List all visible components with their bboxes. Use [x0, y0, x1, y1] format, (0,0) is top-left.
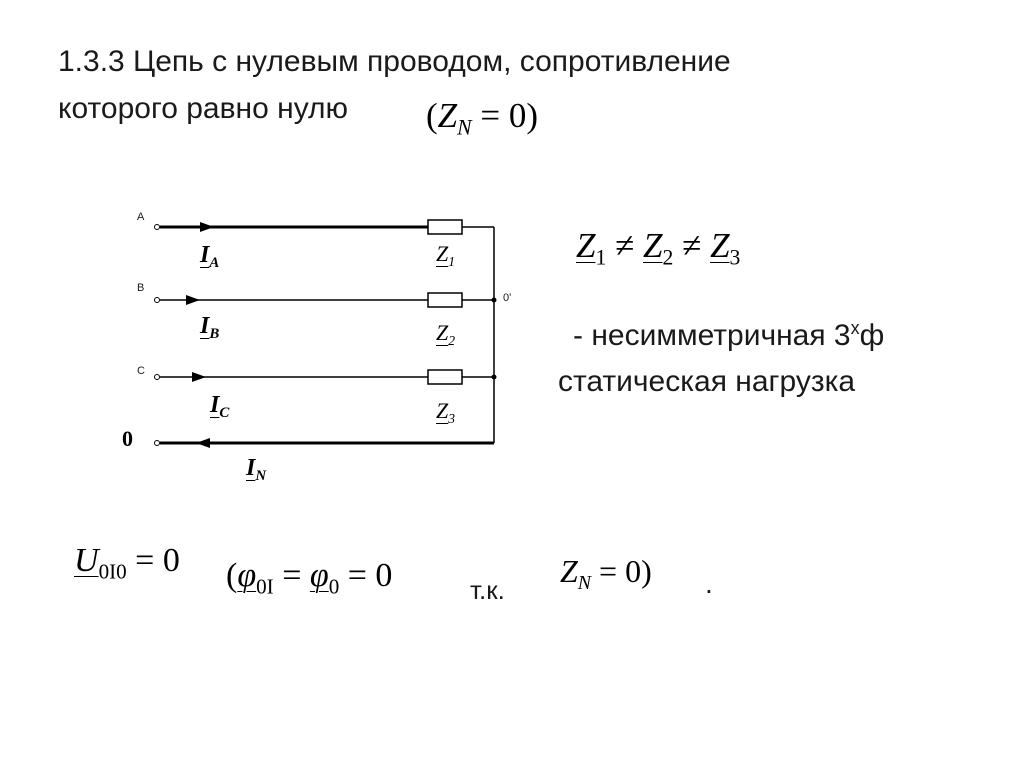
star-point-label: 0' — [503, 292, 512, 304]
impedance-z1-label: $Z_1$ — [436, 241, 456, 269]
description-line-2: статическая нагрузка — [558, 365, 856, 398]
arrow-n — [196, 438, 210, 448]
terminal-a-label: A — [137, 211, 145, 223]
description-line-1: - несимметричная $3^хф$ — [573, 318, 885, 352]
title-line-2: которого равно нулю — [58, 92, 349, 125]
impedance-z2-label: $Z_2$ — [436, 320, 456, 348]
arrow-b — [186, 295, 200, 305]
ending-dot: . — [705, 568, 713, 599]
junction-b — [492, 298, 497, 303]
terminal-a — [155, 225, 160, 230]
impedance-inequality: $Z_1 \ne Z_2 \ne Z_3$ — [576, 226, 741, 270]
since-label: т.к. — [470, 575, 505, 605]
resistor-z1 — [428, 220, 462, 234]
junction-c — [492, 375, 497, 380]
terminal-b-label: B — [137, 282, 145, 294]
terminal-zero — [155, 441, 160, 446]
resistor-z3 — [428, 370, 462, 384]
terminal-b — [155, 298, 160, 303]
current-in-label: $I_N$ — [246, 455, 267, 485]
load-description — [558, 305, 884, 405]
voltage-formula: $U_{0I0} = 0$ — [74, 542, 180, 584]
arrow-a — [200, 222, 214, 232]
potential-formula: ($\varphi_{0I} = \varphi_0 = 0$ — [226, 557, 393, 599]
arrow-c — [192, 372, 206, 382]
title-formula: $(Z_N = 0)$ — [426, 96, 538, 140]
current-ic-label: $I_C$ — [210, 392, 230, 422]
terminal-c-label: C — [137, 365, 145, 377]
terminal-c — [155, 375, 160, 380]
current-ib-label: $I_B$ — [200, 313, 220, 343]
neutral-impedance-formula: $Z_N = 0$) — [560, 553, 652, 594]
resistor-z2 — [428, 293, 462, 307]
terminal-zero-label: 0 — [122, 426, 133, 451]
impedance-z3-label: $Z_3$ — [436, 398, 456, 426]
current-ia-label: $I_A$ — [200, 242, 220, 272]
title-line-1: 1.3.3 Цепь с нулевым проводом, сопротивление — [58, 45, 731, 78]
